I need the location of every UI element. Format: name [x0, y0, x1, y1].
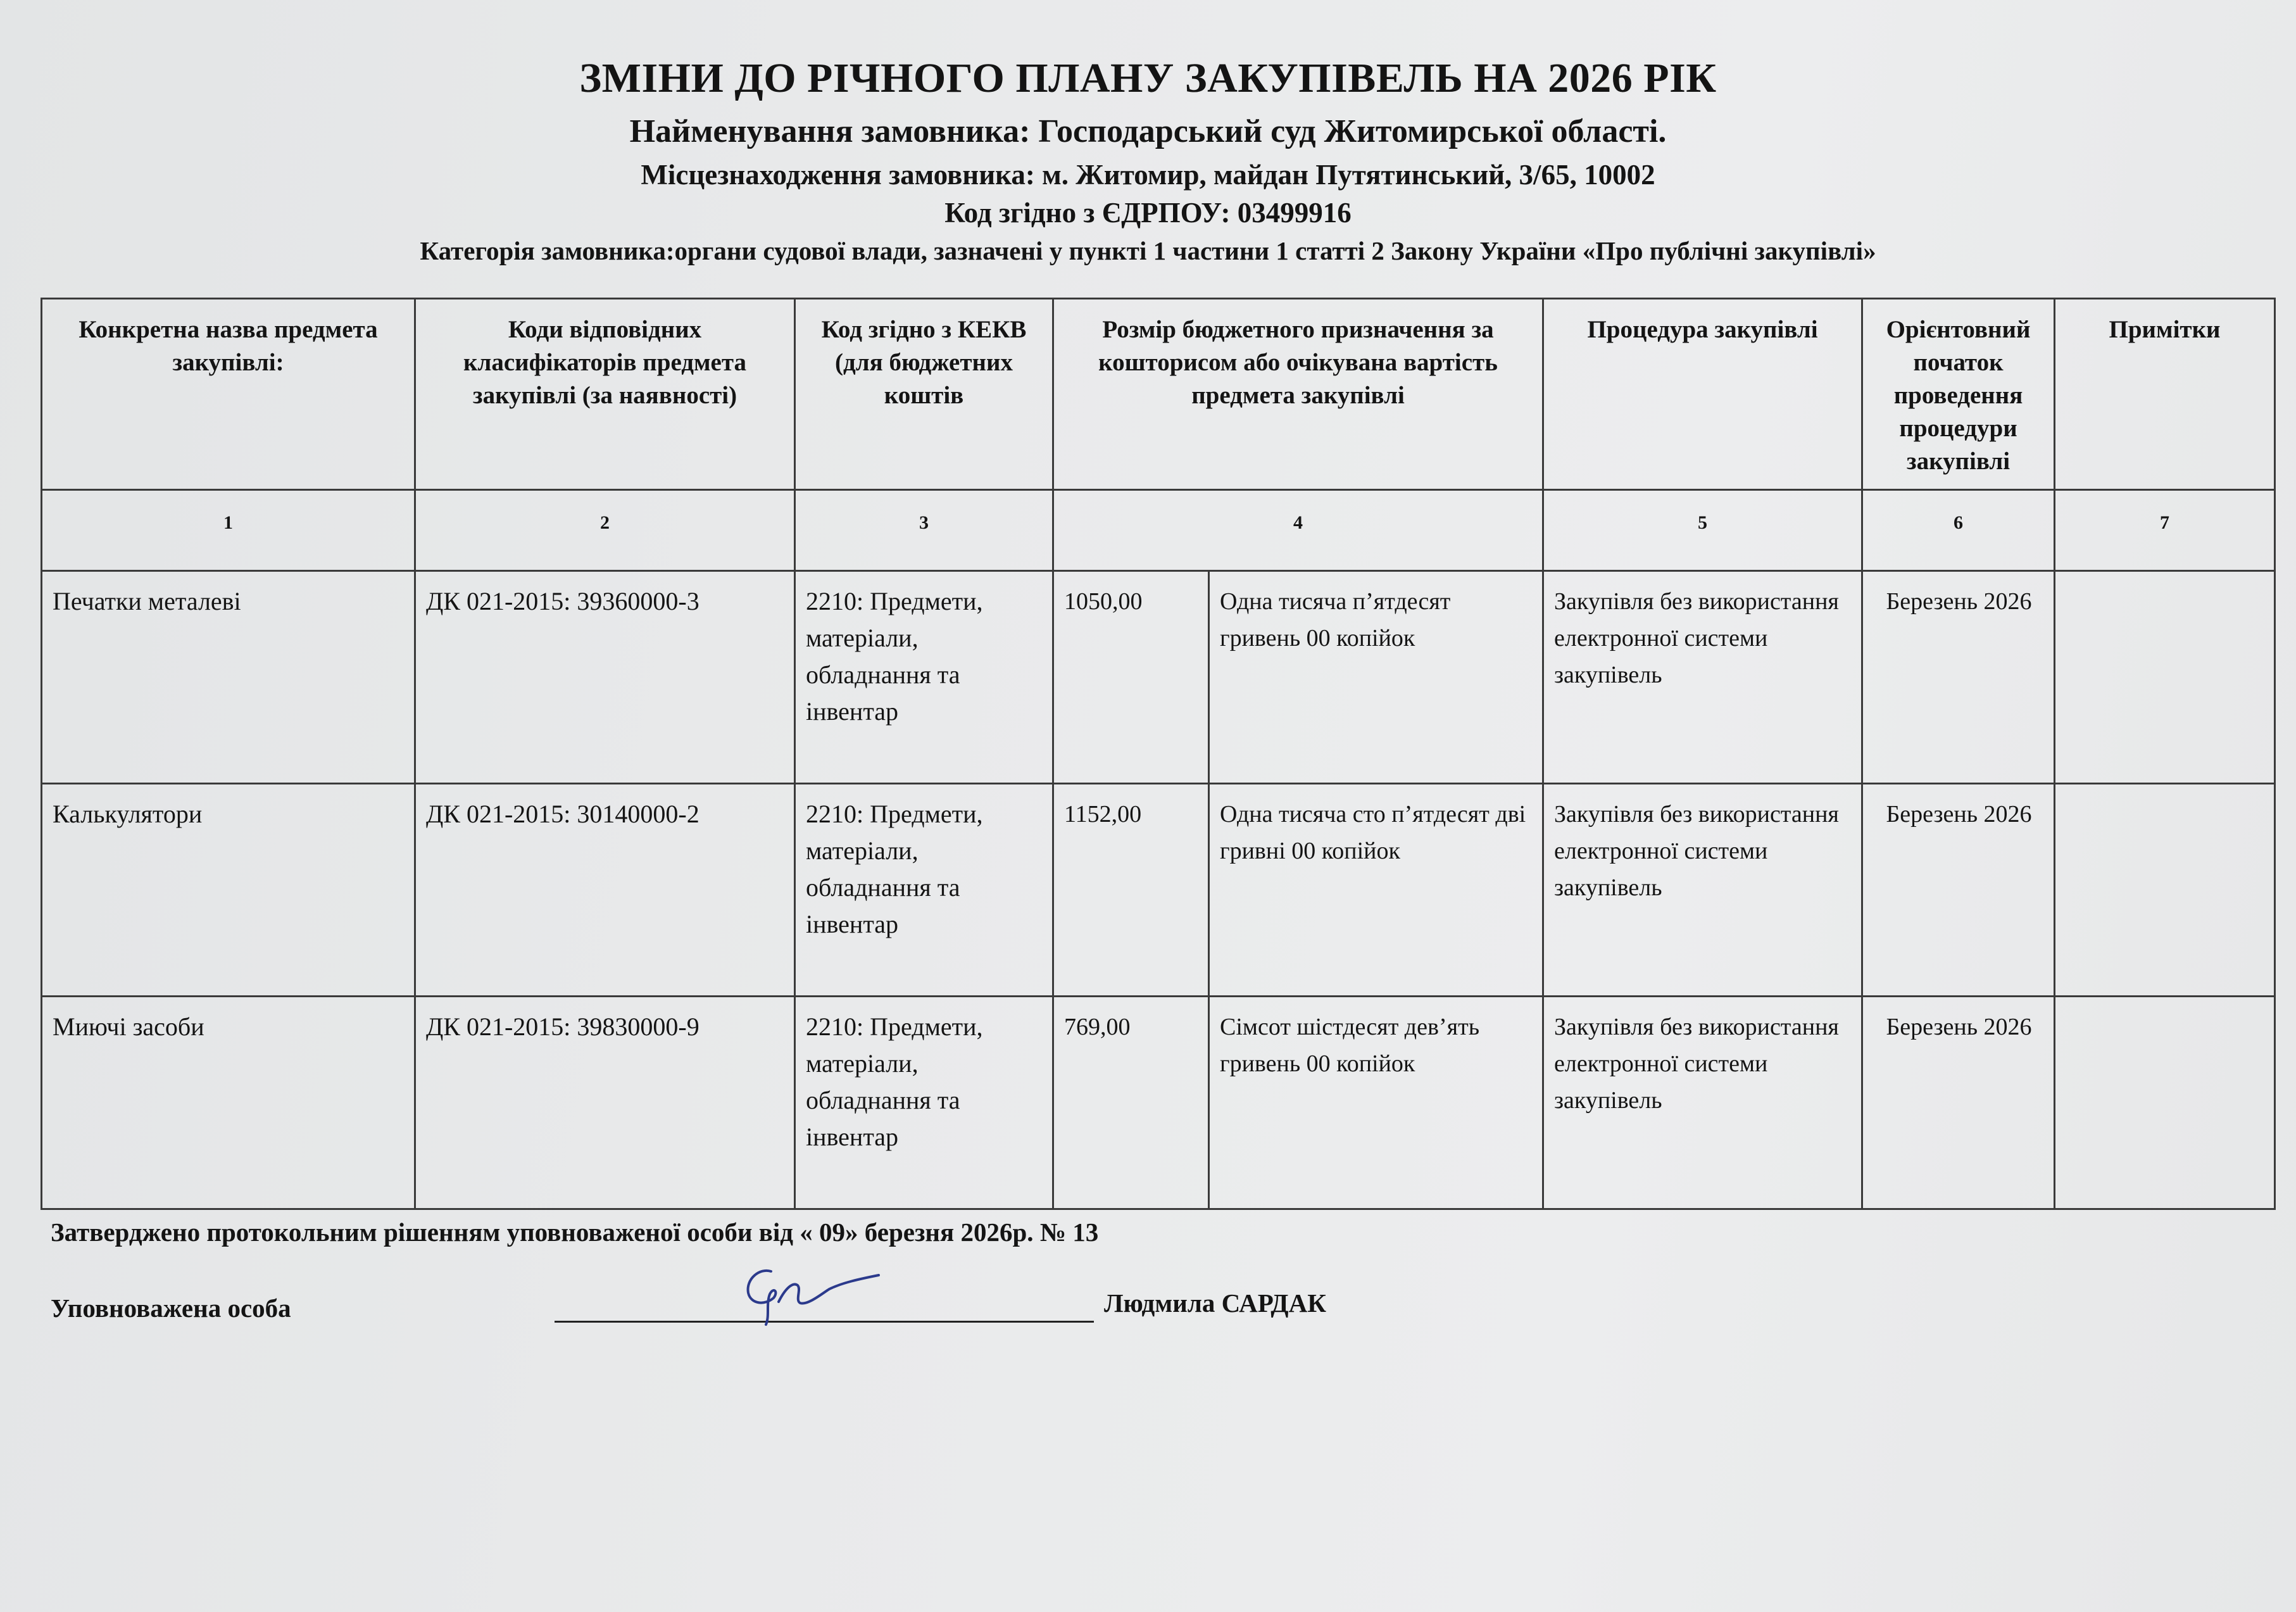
approval-statement: Затверджено протокольним рішенням уповноваженої особи від « 09» березня 2026р. № 13: [51, 1218, 1099, 1247]
item-amount: 1152,00: [1053, 784, 1209, 997]
column-number: 4: [1053, 490, 1543, 571]
customer-category: Категорія замовника:органи судової влади, зазначені у пункті 1 частини 1 статті 2 Закону України «Про публічні закупівлі»: [420, 236, 1876, 265]
table-number-row: [42, 490, 2275, 571]
header-item-name: Конкретна назва предмета закупівлі:: [42, 299, 415, 490]
table-row: [42, 571, 2275, 784]
header-notes: Примітки: [2055, 299, 2275, 490]
item-kekv: 2210: Предмети, матеріали, обладнання та інвентар: [795, 784, 1053, 997]
item-start: Березень 2026: [1862, 784, 2055, 997]
item-amount: 769,00: [1053, 997, 1209, 1209]
signatory-label: Уповноважена особа: [51, 1294, 291, 1323]
item-amount: 1050,00: [1053, 571, 1209, 784]
customer-location: Місцезнаходження замовника: м. Житомир, майдан Путятинський, 3/65, 10002: [641, 159, 1655, 191]
item-start: Березень 2026: [1862, 571, 2055, 784]
table-row: [42, 784, 2275, 997]
item-procedure: Закупівля без використання електронної системи закупівель: [1543, 784, 1862, 997]
header-kekv: Код згідно з КЕКВ (для бюджетних коштів: [795, 299, 1053, 490]
item-notes: [2055, 784, 2275, 997]
header-amount: Розмір бюджетного призначення за кошторисом або очікувана вартість предмета закупівлі: [1053, 299, 1543, 490]
handwritten-signature: [734, 1254, 886, 1330]
item-kekv: 2210: Предмети, матеріали, обладнання та інвентар: [795, 997, 1053, 1209]
edrpou-code: Код згідно з ЄДРПОУ: 03499916: [944, 197, 1352, 229]
customer-name: Найменування замовника: Господарський суд Житомирської області.: [629, 113, 1667, 149]
column-number: 3: [795, 490, 1053, 571]
column-number: 1: [42, 490, 415, 571]
item-classifier: ДК 021-2015: 39830000-9: [415, 997, 795, 1209]
item-name: Калькулятори: [42, 784, 415, 997]
item-kekv: 2210: Предмети, матеріали, обладнання та інвентар: [795, 571, 1053, 784]
table-header-row: [42, 299, 2275, 490]
item-notes: [2055, 997, 2275, 1209]
signatory-name: Людмила САРДАК: [1104, 1288, 1326, 1318]
header-start: Орієнтовний початок проведення процедури закупівлі: [1862, 299, 2055, 490]
item-name: Миючі засоби: [42, 997, 415, 1209]
item-amount-words: Одна тисяча п’ятдесят гривень 00 копійок: [1209, 571, 1543, 784]
item-name: Печатки металеві: [42, 571, 415, 784]
item-classifier: ДК 021-2015: 39360000-3: [415, 571, 795, 784]
item-start: Березень 2026: [1862, 997, 2055, 1209]
column-number: 7: [2055, 490, 2275, 571]
item-amount-words: Сімсот шістдесят дев’ять гривень 00 копійок: [1209, 997, 1543, 1209]
document-title: ЗМІНИ ДО РІЧНОГО ПЛАНУ ЗАКУПІВЕЛЬ НА 2026 РІК: [579, 55, 1717, 101]
procurement-table: [41, 298, 2276, 1210]
item-procedure: Закупівля без використання електронної системи закупівель: [1543, 997, 1862, 1209]
table-row: [42, 997, 2275, 1209]
item-notes: [2055, 571, 2275, 784]
header-classifier: Коди відповідних класифікаторів предмета закупівлі (за наявності): [415, 299, 795, 490]
item-classifier: ДК 021-2015: 30140000-2: [415, 784, 795, 997]
item-procedure: Закупівля без використання електронної системи закупівель: [1543, 571, 1862, 784]
column-number: 2: [415, 490, 795, 571]
header-procedure: Процедура закупівлі: [1543, 299, 1862, 490]
column-number: 5: [1543, 490, 1862, 571]
item-amount-words: Одна тисяча сто п’ятдесят дві гривні 00 копійок: [1209, 784, 1543, 997]
column-number: 6: [1862, 490, 2055, 571]
